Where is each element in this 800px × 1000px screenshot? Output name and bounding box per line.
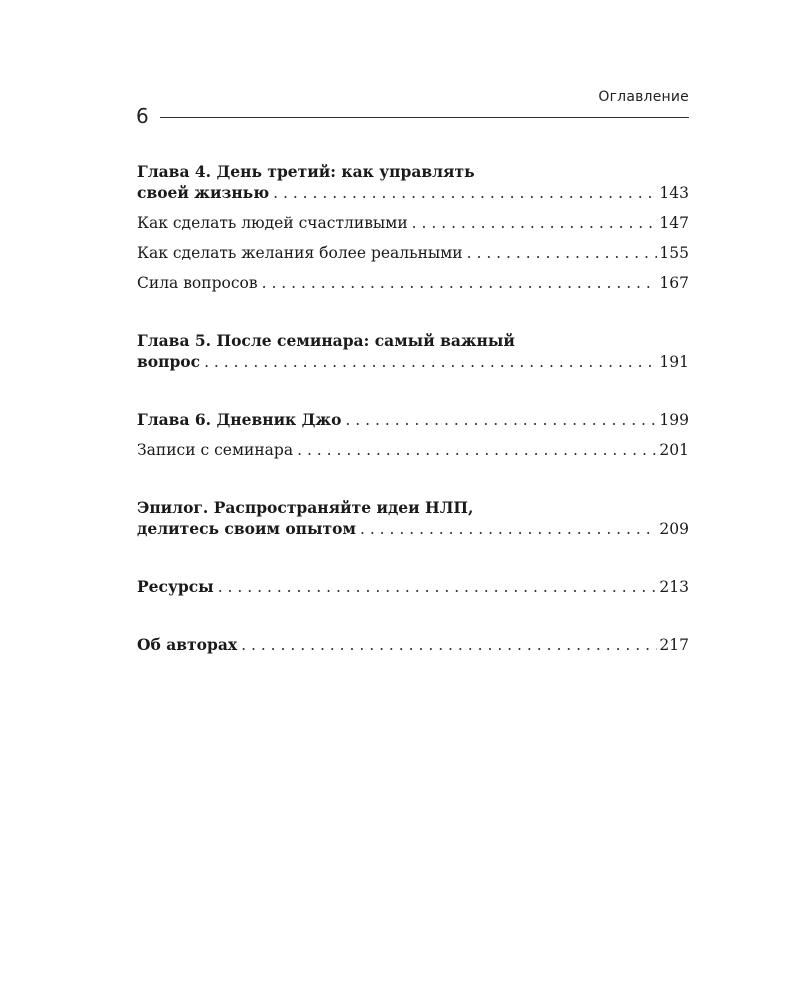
- dot-leader: [241, 635, 657, 656]
- toc-entry-section[interactable]: [137, 440, 689, 461]
- dot-leader: [273, 183, 657, 204]
- toc-entry-epilogue[interactable]: [137, 497, 689, 540]
- toc-entry-title: Записи с семинара: [137, 441, 294, 459]
- toc-page-number: 191: [659, 353, 689, 371]
- toc-entry-title-line: Эпилог. Распространяйте идеи НЛП,: [137, 498, 474, 517]
- toc-entry-title-line: вопрос: [137, 352, 201, 371]
- toc-entry-title-line: Глава 4. День третий: как управлять: [137, 162, 475, 181]
- toc-entry-chapter-6[interactable]: [137, 409, 689, 431]
- toc-entry-section[interactable]: [137, 273, 689, 294]
- toc-entry-title: Как сделать людей счастливыми: [137, 214, 408, 232]
- toc-entry-section[interactable]: [137, 213, 689, 234]
- dot-leader: [360, 519, 657, 540]
- toc-entry-title-line: своей жизнью: [137, 183, 270, 202]
- page-number: 6: [136, 104, 149, 128]
- dot-leader: [297, 440, 657, 461]
- toc-entry-title: Как сделать желания более реальными: [137, 244, 463, 262]
- toc-page-number: 167: [659, 274, 689, 292]
- toc-entry-title: Ресурсы: [137, 577, 214, 596]
- toc-entry-title-line: делитесь своим опытом: [137, 519, 356, 538]
- toc-entry-title: Об авторах: [137, 635, 238, 654]
- dot-leader: [345, 410, 657, 431]
- toc-entry-chapter-5[interactable]: [137, 330, 689, 373]
- toc-page-number: 199: [659, 411, 689, 429]
- toc-entry-title-line: Глава 5. После семинара: самый важный: [137, 331, 515, 350]
- toc-page-number: 201: [659, 441, 689, 459]
- dot-leader: [204, 352, 657, 373]
- toc-entry-about-authors[interactable]: [137, 634, 689, 656]
- toc-entry-title: Сила вопросов: [137, 274, 258, 292]
- toc-page-number: 143: [659, 184, 689, 202]
- toc-page-number: 213: [659, 578, 689, 596]
- header-rule: [160, 117, 689, 118]
- dot-leader: [412, 213, 658, 234]
- table-of-contents: [137, 161, 689, 656]
- toc-entry-chapter-4[interactable]: [137, 161, 689, 204]
- toc-page-number: 147: [659, 214, 689, 232]
- toc-entry-title: Глава 6. Дневник Джо: [137, 410, 342, 429]
- dot-leader: [262, 273, 658, 294]
- toc-page-number: 217: [659, 636, 689, 654]
- dot-leader: [467, 243, 658, 264]
- dot-leader: [218, 577, 658, 598]
- toc-entry-resources[interactable]: [137, 576, 689, 598]
- toc-page-number: 155: [659, 244, 689, 262]
- running-header-title: Оглавление: [598, 89, 689, 105]
- toc-entry-section[interactable]: [137, 243, 689, 264]
- toc-page-number: 209: [659, 520, 689, 538]
